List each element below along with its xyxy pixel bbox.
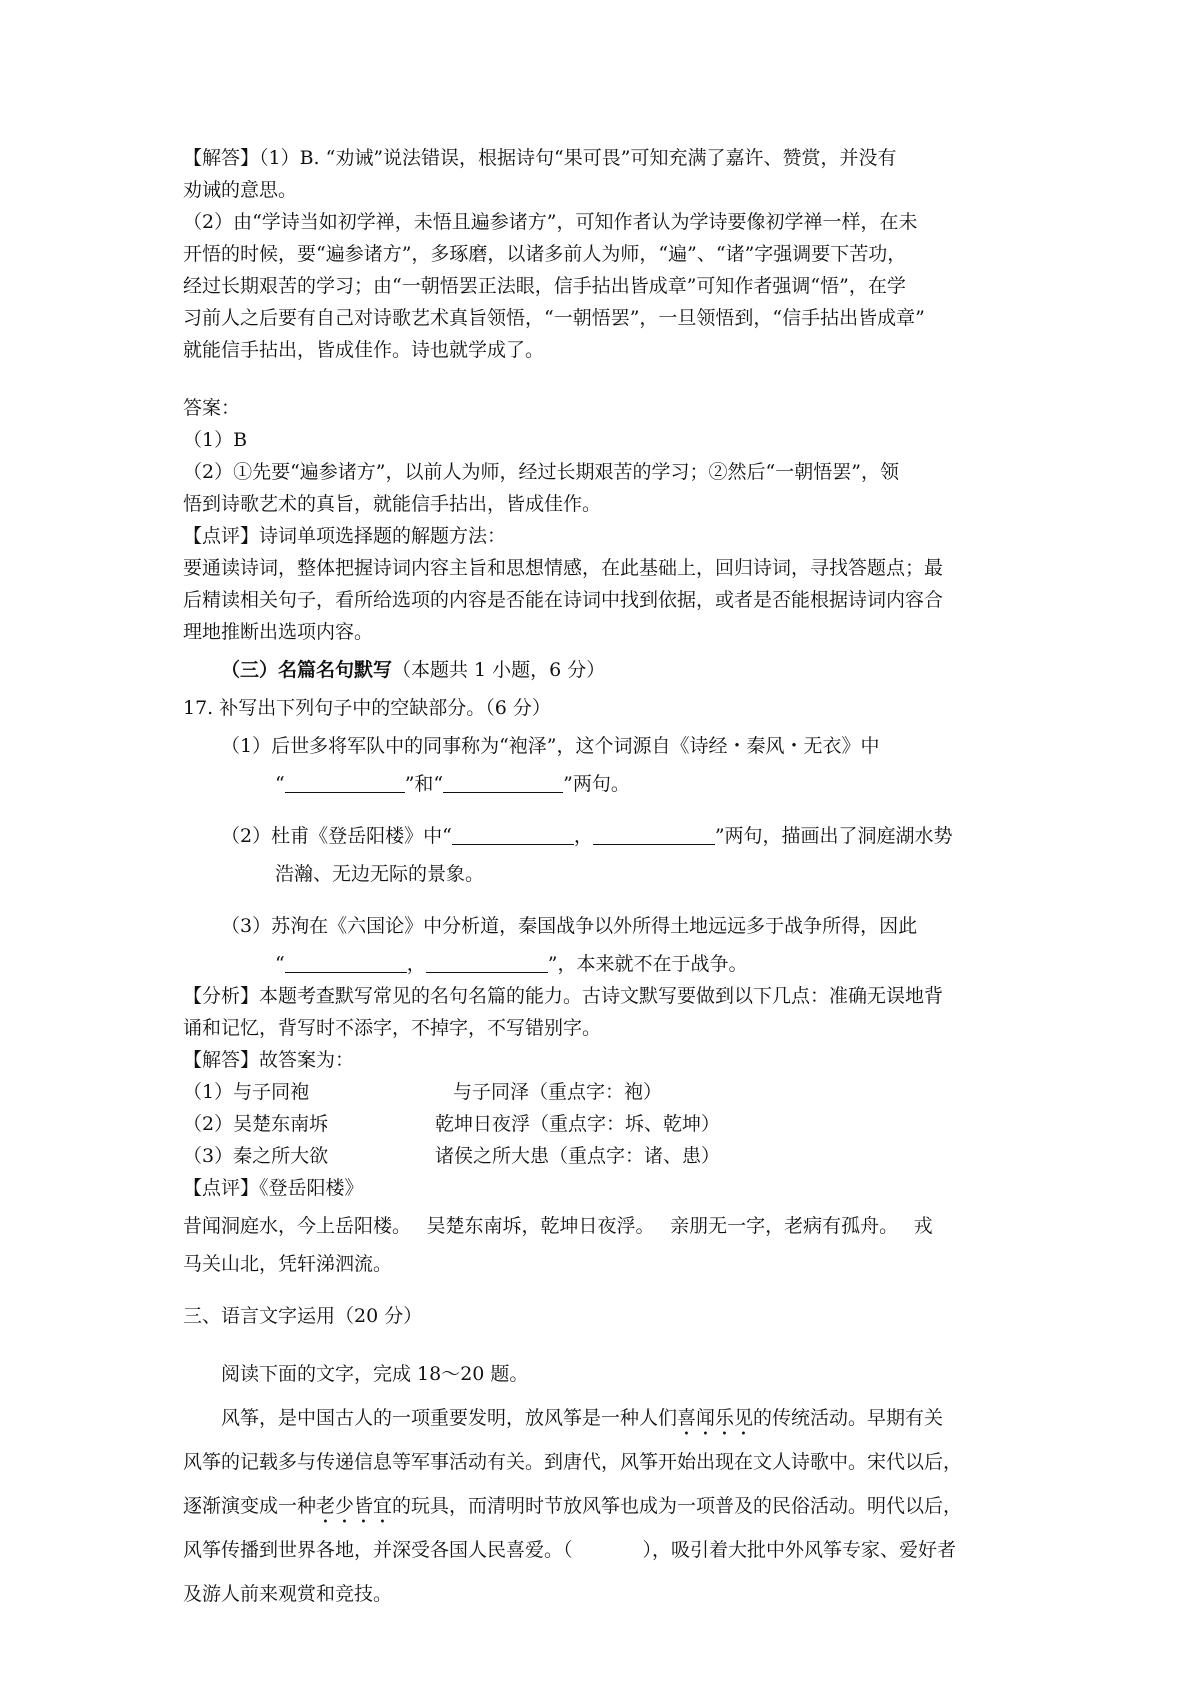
quote-end: ”，本来就不在于战争。 — [547, 953, 748, 975]
jieda-title: 【解答】故答案为： — [183, 1049, 355, 1071]
reading-paragraph — [183, 1528, 1028, 1572]
jieda-line: 劝诫的意思。 — [183, 179, 298, 201]
question-text: （2）杜甫《登岳阳楼》中“ — [221, 825, 452, 847]
part-heading: 三、语言文字运用（20 分） — [183, 1305, 423, 1327]
reading-paragraph — [183, 1484, 1028, 1528]
quote-mid: ”和“ — [404, 773, 444, 795]
reading-intro: 阅读下面的文字，完成 18～20 题。 — [221, 1363, 529, 1385]
jieda-line: （2）由“学诗当如初学禅，未悟且遍参诸方”，可知作者认为学诗要像初学禅一样，在未 — [183, 211, 918, 233]
text: 风筝，是中国古人的一项重要发明，放风筝是一种人们 — [221, 1407, 678, 1429]
text: ），吸引着大批中外风筝专家、爱好者 — [642, 1539, 957, 1561]
section-heading — [183, 654, 1028, 686]
question-line — [183, 948, 1028, 980]
quote-open: “ — [275, 953, 285, 975]
comment-line: 后精读相关句子，看所给选项的内容是否能在诗词中找到依据，或者是否能根据诗词内容合 — [183, 589, 944, 611]
text: 风筝传播到世界各地，并深受各国人民喜爱。（ — [183, 1539, 573, 1561]
blank-field — [593, 825, 715, 845]
quote-open: “ — [275, 773, 285, 795]
jieda-line: 就能信手拈出，皆成佳作。诗也就学成了。 — [183, 339, 545, 361]
comment-line: 要通读诗词，整体把握诗词内容主旨和思想情感，在此基础上，回归诗词，寻找答题点；最 — [183, 557, 944, 579]
answer-line: 悟到诗歌艺术的真旨，就能信手拈出，皆成佳作。 — [183, 493, 602, 515]
question-line: （3）苏洵在《六国论》中分析道，秦国战争以外所得土地远远多于战争所得，因此 — [221, 915, 918, 937]
emphasis-text: 老少皆宜 — [316, 1495, 393, 1517]
text: 的传统活动。早期有关 — [753, 1407, 944, 1429]
answer-line: （1）B — [183, 429, 248, 451]
reading-paragraph: 风筝的记载多与传递信息等军事活动有关。到唐代，风筝开始出现在文人诗歌中。宋代以后， — [183, 1451, 963, 1473]
quote-end: ”两句。 — [563, 773, 630, 795]
comma: ， — [573, 825, 593, 847]
section-title: （三）名篇名句默写 — [221, 659, 393, 681]
jieda-line: 开悟的时候，要“遍参诸方”，多琢磨，以诸多前人为师，“遍”、“诸”字强调要下苦功， — [183, 243, 907, 265]
answer-row — [183, 1076, 1028, 1108]
comment-line: 理地推断出选项内容。 — [183, 621, 374, 643]
section-note: （本题共 1 小题，6 分） — [392, 659, 606, 681]
analysis-line: 诵和记忆，背写时不添字，不掉字，不写错别字。 — [183, 1017, 602, 1039]
question-line: 浩瀚、无边无际的景象。 — [275, 863, 485, 885]
answer-col-b: 乾坤日夜浮（重点字：坼、乾坤） — [435, 1113, 721, 1135]
jieda-line: 经过长期艰苦的学习；由“一朝悟罢正法眼，信手拈出皆成章”可知作者强调“悟”，在学 — [183, 275, 906, 297]
comment-title: 【点评】诗词单项选择题的解题方法： — [183, 525, 507, 547]
text: 的玩具，而清明时节放风筝也成为一项普及的民俗活动。明代以后， — [392, 1495, 963, 1517]
question-line: （1）后世多将军队中的同事称为“袍泽”，这个词源自《诗经・秦风・无衣》中 — [221, 735, 880, 757]
poem-line: 马关山北，凭轩涕泗流。 — [183, 1253, 393, 1275]
analysis-line: 【分析】本题考查默写常见的名句名篇的能力。古诗文默写要做到以下几点：准确无误地背 — [183, 985, 944, 1007]
question-line — [183, 768, 1028, 800]
blank-field — [285, 953, 407, 973]
blank-field — [443, 773, 563, 793]
answer-row — [183, 1140, 1028, 1172]
emphasis-text: 喜闻乐见 — [677, 1407, 754, 1429]
answer-row — [183, 1108, 1028, 1140]
answer-col-a: （3）秦之所大欲 — [183, 1145, 329, 1167]
comma: ， — [406, 953, 426, 975]
dianping-title: 【点评】《登岳阳楼》 — [183, 1177, 364, 1199]
text: 逐渐演变成一种 — [183, 1495, 317, 1517]
reading-paragraph: 及游人前来观赏和竞技。 — [183, 1583, 393, 1605]
answer-col-a: （2）吴楚东南坼 — [183, 1113, 329, 1135]
blank-field — [285, 773, 405, 793]
question-line — [183, 820, 1028, 852]
question-text: ”两句，描画出了洞庭湖水势 — [714, 825, 953, 847]
poem-line: 昔闻洞庭水，今上岳阳楼。 吴楚东南坼，乾坤日夜浮。 亲朋无一字，老病有孤舟。 戎 — [183, 1215, 933, 1237]
answer-label: 答案： — [183, 397, 241, 419]
answer-col-a: （1）与子同袍 — [183, 1081, 310, 1103]
blank-field — [426, 953, 548, 973]
document-page — [183, 142, 1028, 1616]
question-17: 17. 补写出下列句子中的空缺部分。（6 分） — [183, 697, 551, 719]
jieda-line: 【解答】（1）B. “劝诫”说法错误，根据诗句“果可畏”可知充满了嘉许、赞赏，并没有 — [183, 147, 897, 169]
answer-line: （2）①先要“遍参诸方”，以前人为师，经过长期艰苦的学习；②然后“一朝悟罢”，领 — [183, 461, 899, 483]
answer-col-b: 与子同泽（重点字：袍） — [453, 1081, 663, 1103]
reading-paragraph — [183, 1396, 1028, 1440]
answer-col-b: 诸侯之所大患（重点字：诸、患） — [435, 1145, 721, 1167]
blank-field — [452, 825, 574, 845]
jieda-line: 习前人之后要有自己对诗歌艺术真旨领悟，“一朝悟罢”，一旦领悟到，“信手拈出皆成章” — [183, 307, 925, 329]
